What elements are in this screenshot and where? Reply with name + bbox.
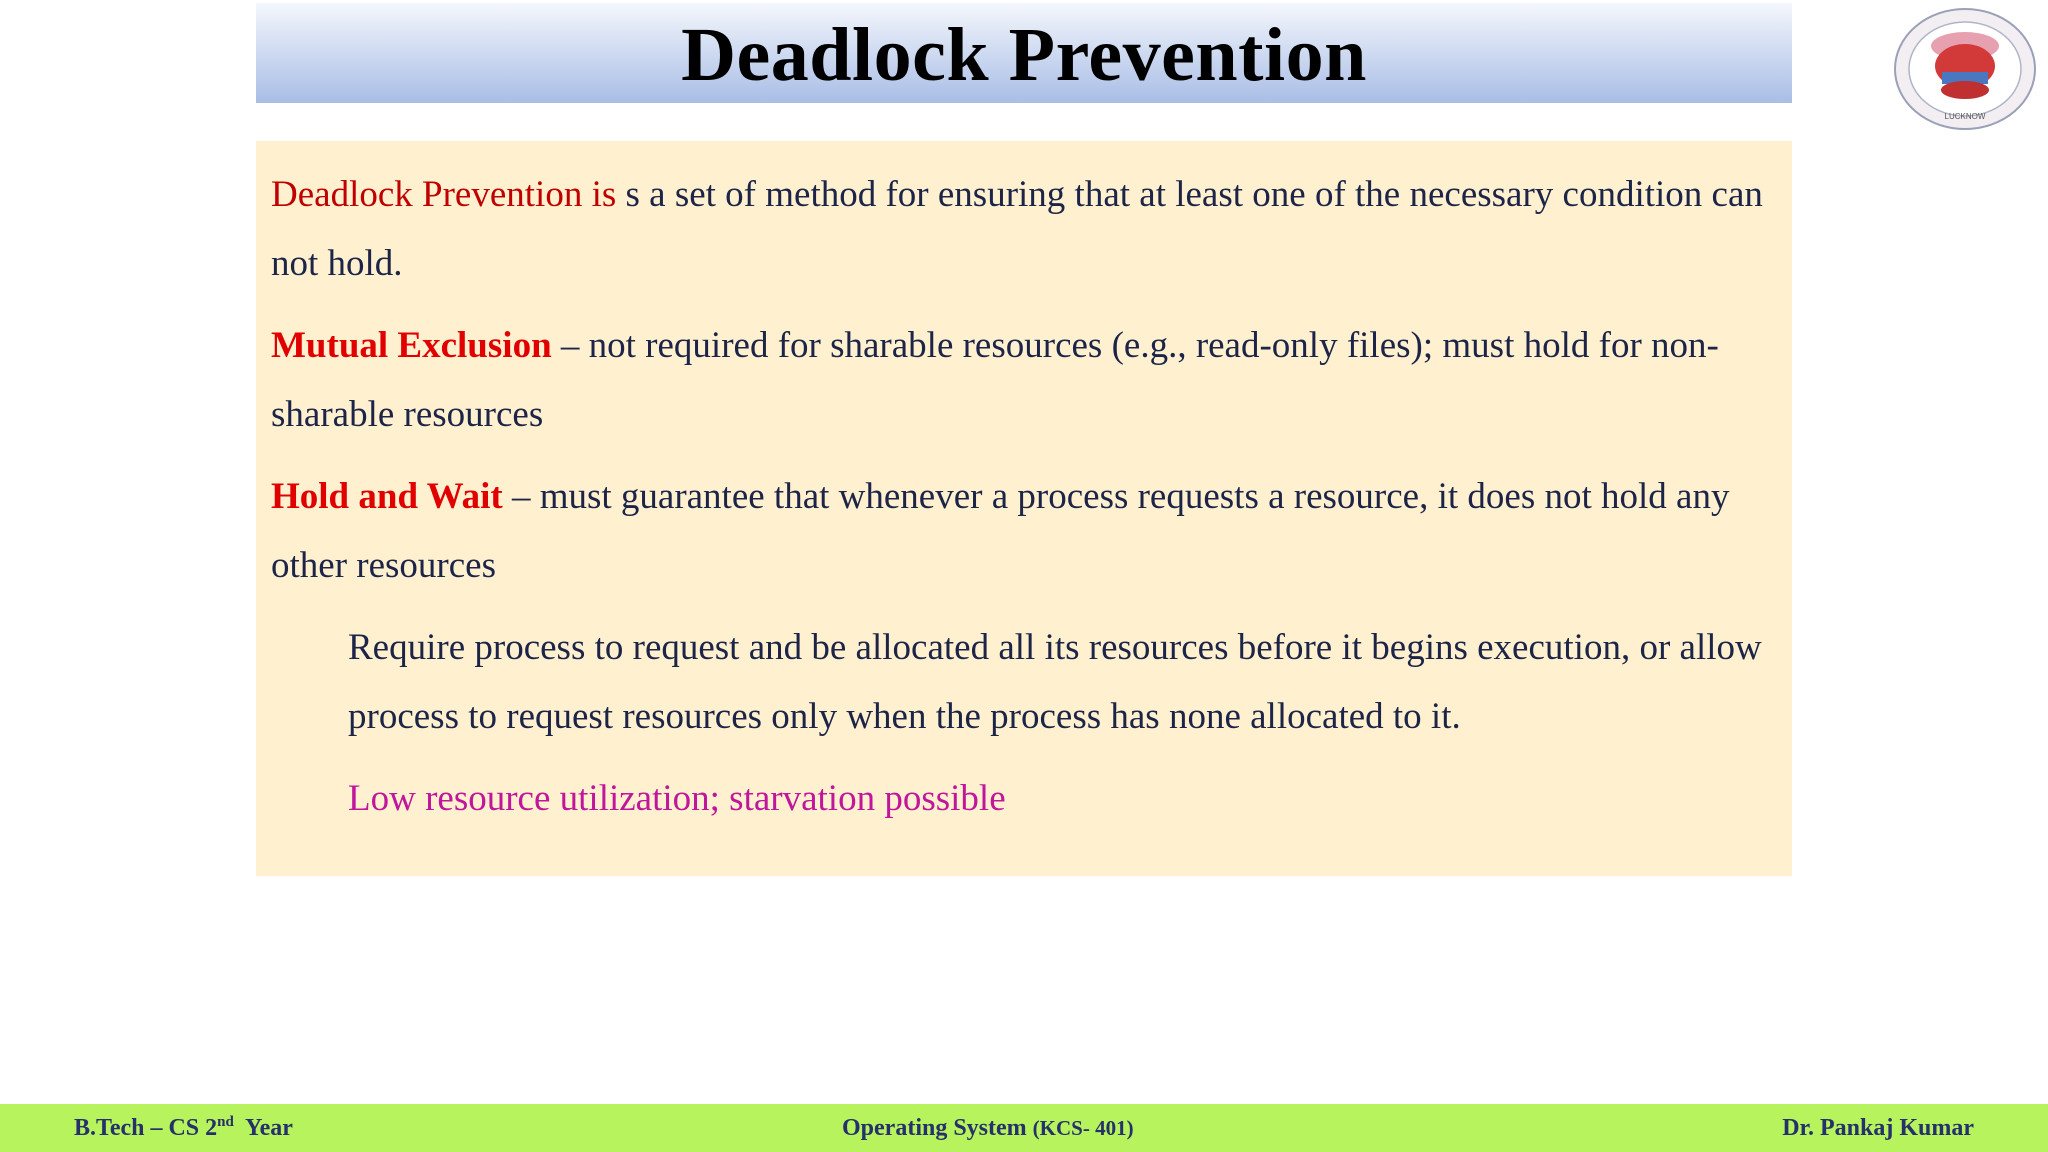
footer-author: Dr. Pankaj Kumar: [1782, 1115, 1974, 1141]
intro-text: s a set of method for ensuring that at least one of the necessary condition can not hold.: [271, 174, 1763, 284]
mutual-exclusion-paragraph: [271, 311, 1781, 449]
mutual-exclusion-term: Mutual Exclusion: [271, 325, 552, 366]
footer-subject: Operating System (KCS- 401): [842, 1115, 1134, 1141]
slide-title: Deadlock Prevention: [681, 12, 1367, 97]
footer-course-year: B.Tech – CS 2nd Year: [74, 1114, 293, 1141]
content-text: [271, 160, 1781, 846]
hold-and-wait-term: Hold and Wait: [271, 476, 503, 517]
hold-and-wait-paragraph: [271, 462, 1781, 600]
title-bar: [256, 3, 1792, 103]
footer-bar: [0, 1104, 2048, 1152]
seal-caption: LUCKNOW: [1944, 112, 1986, 121]
mutual-exclusion-text: – not required for sharable resources (e.g., read-only files); must hold for non-sharable resources: [271, 325, 1719, 435]
intro-lead: Deadlock Prevention is: [271, 174, 617, 215]
hold-and-wait-text: – must guarantee that whenever a process requests a resource, it does not hold any other resources: [271, 476, 1730, 586]
college-seal-icon: [1892, 6, 2038, 132]
hold-and-wait-subpoint: Require process to request and be allocated all its resources before it begins execution, or allow process to request resources only when the process has none allocated to it.: [348, 627, 1762, 737]
hold-and-wait-note: Low resource utilization; starvation possible: [348, 778, 1006, 819]
intro-paragraph: [271, 160, 1781, 298]
